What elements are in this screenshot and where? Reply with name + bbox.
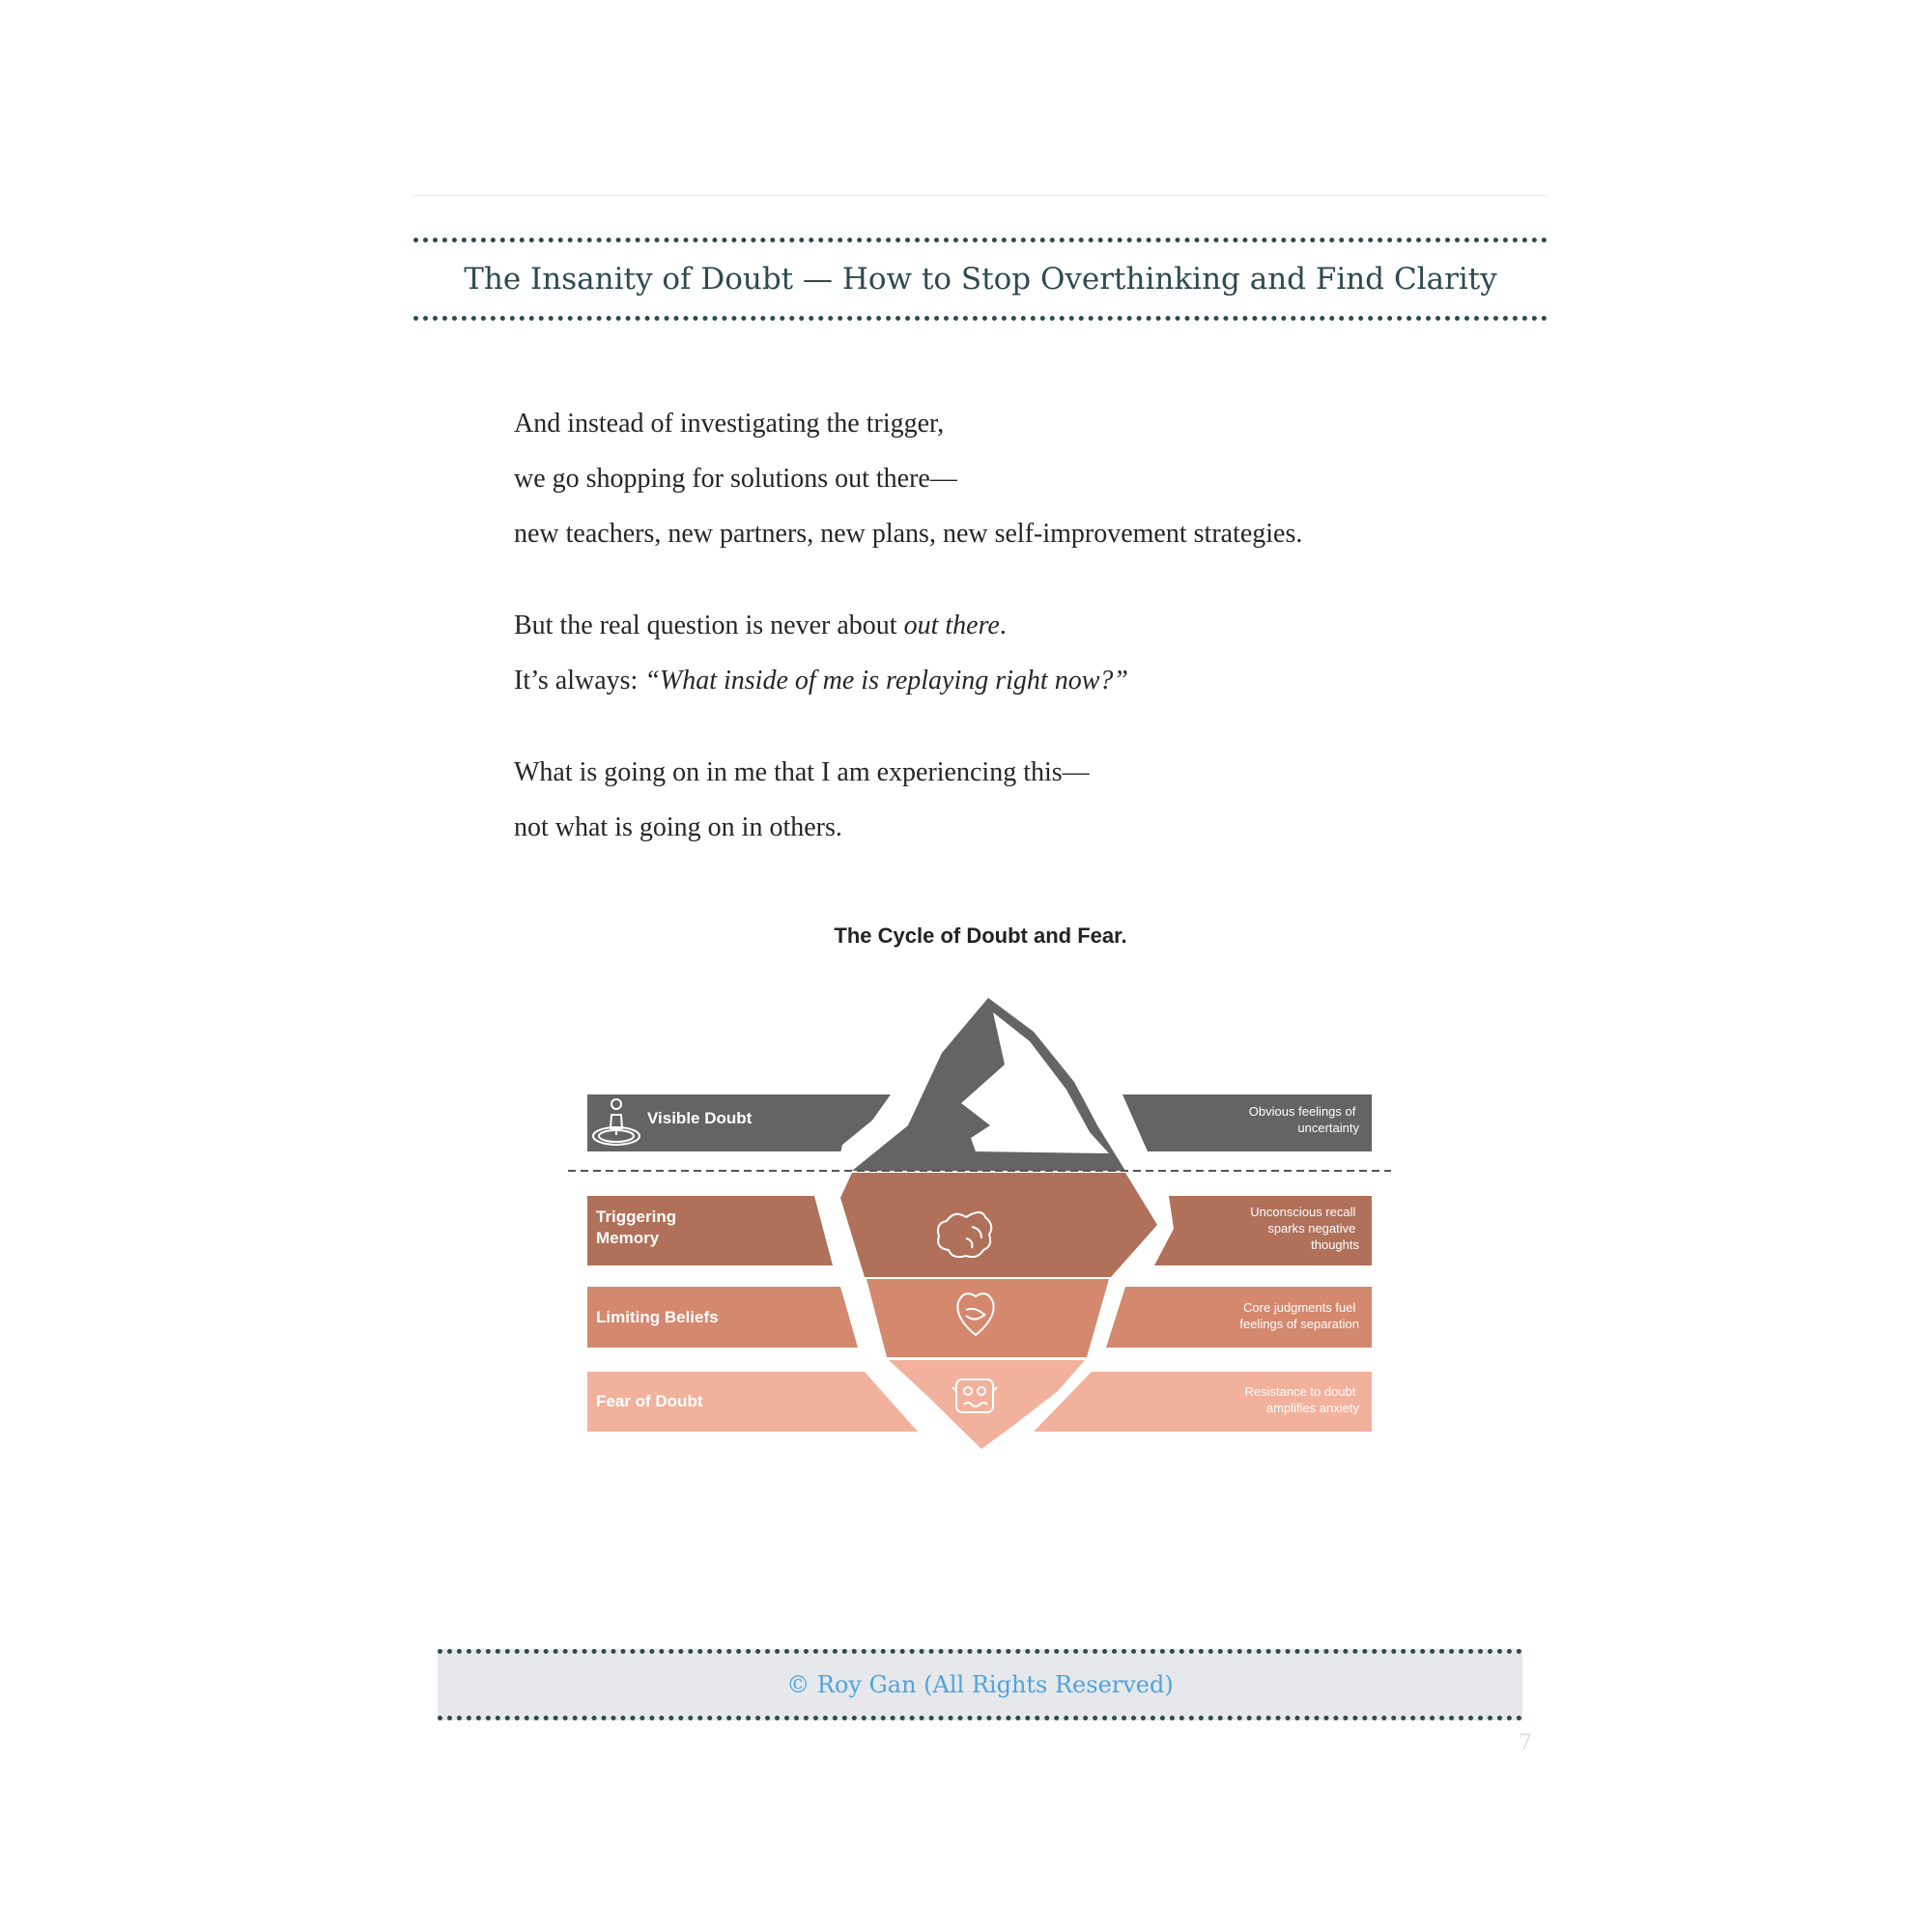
page-number: 7: [1519, 1731, 1532, 1755]
copyright-text: © Roy Gan (All Rights Reserved): [786, 1671, 1174, 1698]
emphasis-quote: “What inside of me is replaying right now?”: [644, 666, 1128, 696]
paragraph-line: And instead of investigating the trigger,: [514, 409, 945, 439]
layer-desc-line: uncertainty: [1297, 1121, 1359, 1135]
text-span: It’s always:: [514, 666, 645, 696]
layer-label-visible-doubt: [647, 1109, 753, 1127]
layer-desc-line: Unconscious recall: [1250, 1205, 1356, 1219]
page-title: The Insanity of Doubt — How to Stop Overthinking and Find Clarity: [464, 262, 1497, 297]
layer-desc-line: Resistance to doubt: [1244, 1384, 1356, 1399]
text-span: But the real question is never about: [514, 611, 904, 640]
layer-label-line: Memory: [596, 1229, 660, 1247]
layer-desc-line: amplifies anxiety: [1265, 1401, 1359, 1415]
layer-desc-line: Obvious feelings of: [1248, 1104, 1356, 1119]
layer-label-line: Visible Doubt: [647, 1109, 753, 1127]
layer-label-line: Limiting Beliefs: [596, 1308, 719, 1326]
layer-label-limiting-beliefs: [596, 1308, 719, 1326]
paragraph-line: What is going on in me that I am experiencing this—: [514, 757, 1090, 787]
emphasis-text: out there: [903, 611, 1000, 640]
text-span: .: [999, 611, 1007, 640]
diagram-title: The Cycle of Doubt and Fear.: [834, 923, 1127, 948]
footer-band: [438, 1649, 1522, 1720]
layer-desc-line: sparks negative: [1267, 1221, 1356, 1236]
paragraph-line: we go shopping for solutions out there—: [514, 464, 957, 494]
layer-desc-line: Core judgments fuel: [1243, 1300, 1356, 1315]
iceberg-layer-limiting-beliefs: [867, 1279, 1109, 1357]
iceberg-layer-triggering-memory: [840, 1173, 1157, 1277]
paragraph-line: not what is going on in others.: [514, 812, 842, 842]
paragraph-line: new teachers, new partners, new plans, new self-improvement strategies.: [514, 519, 1303, 549]
layer-desc-line: thoughts: [1311, 1237, 1359, 1252]
layer-label-line: Triggering: [596, 1208, 677, 1226]
layer-label-line: Fear of Doubt: [596, 1392, 703, 1410]
layer-desc-line: feelings of separation: [1239, 1317, 1359, 1331]
layer-label-fear-of-doubt: [596, 1392, 703, 1410]
